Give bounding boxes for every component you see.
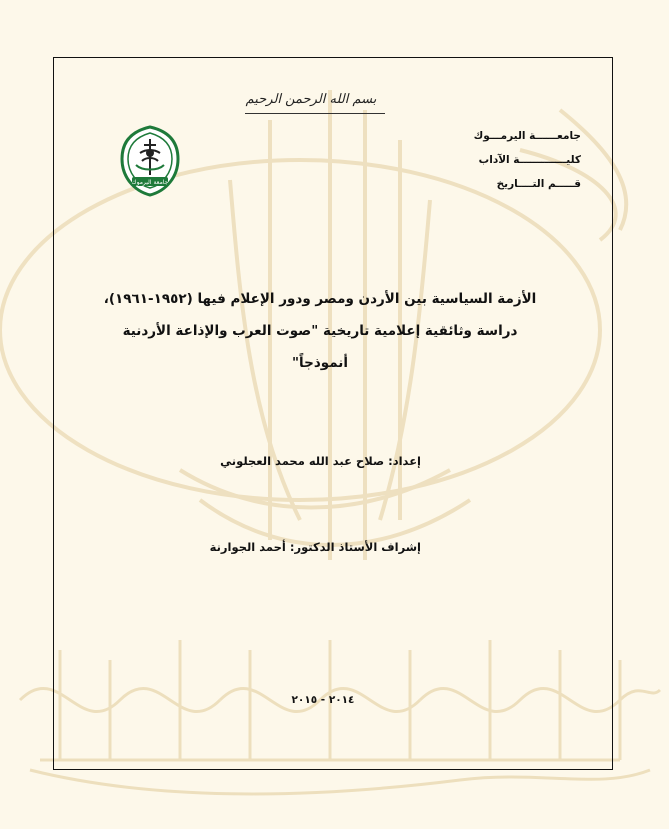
supervisor-label: إشراف الأستاذ الدكتور: <box>289 540 421 554</box>
faculty-name: كليـــــــــــــة الآداب <box>478 154 581 166</box>
logo-caption: جامعة اليرموك <box>131 179 169 186</box>
supervisor-name: أحمد الجوارنة <box>209 540 286 554</box>
institution-header <box>421 124 581 196</box>
department-name: قـــــم التــــاريخ <box>496 178 581 190</box>
author <box>220 454 421 468</box>
basmala-underline <box>245 113 385 114</box>
thesis-title <box>90 283 550 379</box>
author-label: إعداد: <box>388 454 421 468</box>
university-logo <box>118 125 182 197</box>
title-line-3: أنموذجاً" <box>292 355 348 371</box>
academic-year: ٢٠١٤ - ٢٠١٥ <box>291 694 355 706</box>
title-line-1: الأزمة السياسية بين الأردن ومصر ودور الإعلام فيها (١٩٥٢-١٩٦١)، <box>103 291 537 307</box>
basmala: بسم الله الرحمن الرحيم <box>245 92 377 107</box>
supervisor <box>210 540 421 554</box>
title-line-2: دراسة وثائقية إعلامية تاريخية "صوت العرب والإذاعة الأردنية <box>122 323 518 339</box>
author-name: صلاح عبد الله محمد العجلوني <box>220 454 385 468</box>
university-name: جامعــــــة اليرمـــوك <box>473 130 581 142</box>
